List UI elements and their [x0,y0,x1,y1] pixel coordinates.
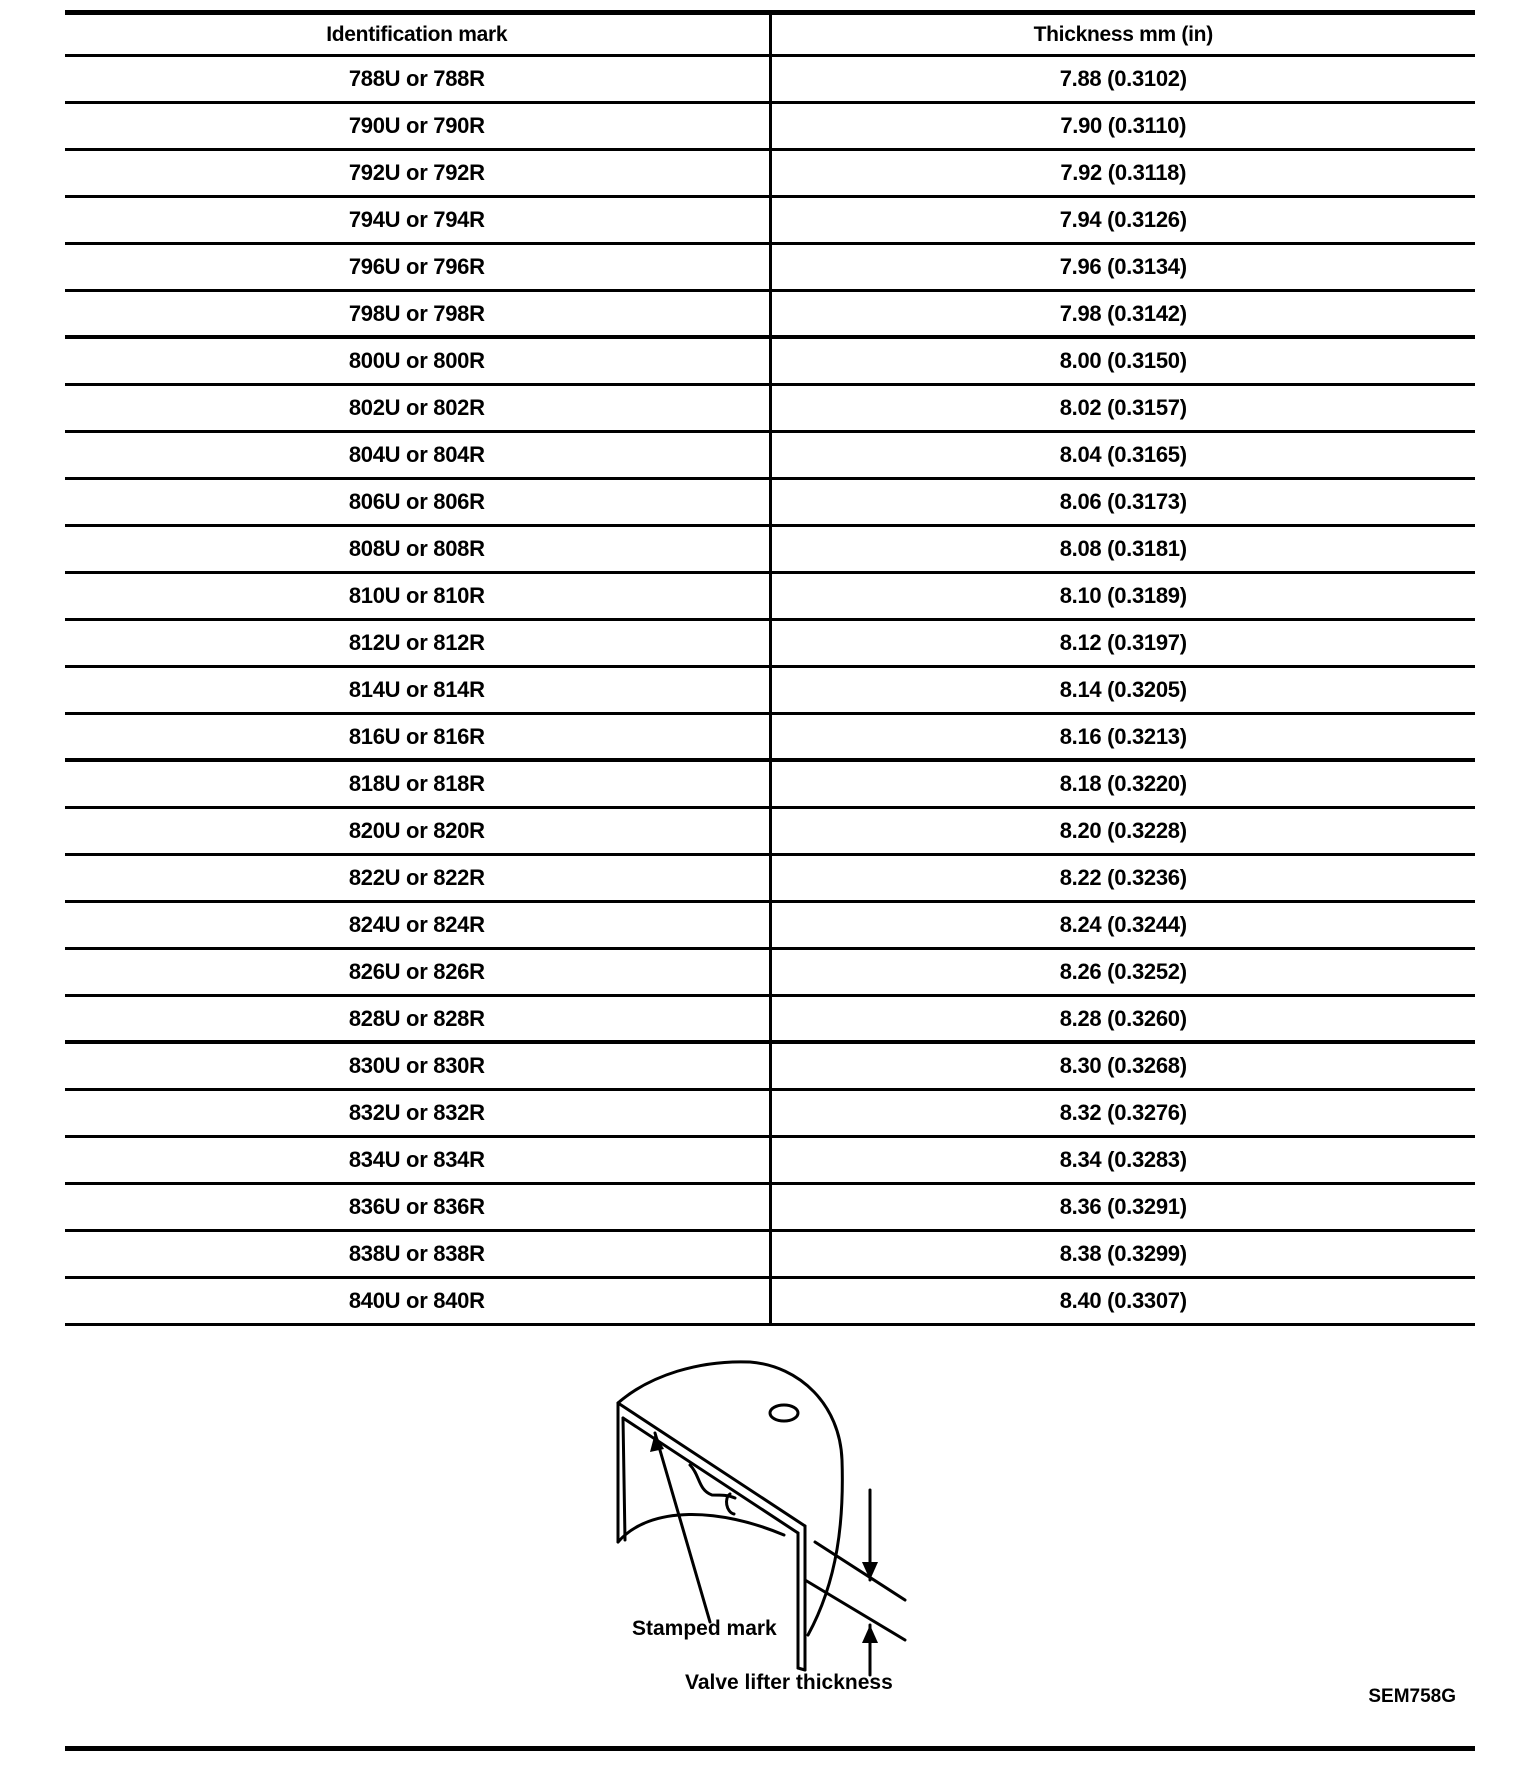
thickness-cell: 8.24 (0.3244) [1059,912,1187,937]
identification-mark-cell: 838U or 838R [65,1232,772,1276]
thickness-cell: 8.36 (0.3291) [1059,1194,1187,1219]
thickness-cell: 8.22 (0.3236) [1059,865,1187,890]
thickness-cell: 8.38 (0.3299) [1059,1241,1187,1266]
identification-mark-cell: 840U or 840R [65,1279,772,1323]
thickness-cell: 8.06 (0.3173) [1059,489,1187,514]
identification-mark-cell: 818U or 818R [65,762,772,806]
identification-mark-cell: 830U or 830R [65,1044,772,1088]
identification-mark-cell: 804U or 804R [65,433,772,477]
identification-mark-cell: 828U or 828R [65,997,772,1040]
thickness-cell: 8.18 (0.3220) [1059,771,1187,796]
header-identification-mark: Identification mark [65,15,772,54]
identification-mark-cell: 820U or 820R [65,809,772,853]
figure-code: SEM758G [1368,1686,1456,1707]
identification-mark-cell: 798U or 798R [65,292,772,335]
thickness-cell: 8.32 (0.3276) [1059,1100,1187,1125]
identification-mark-cell: 796U or 796R [65,245,772,289]
identification-mark-cell: 832U or 832R [65,1091,772,1135]
valve-lifter-thickness-label: Valve lifter thickness [685,1671,893,1694]
thickness-cell: 8.28 (0.3260) [1059,1005,1187,1031]
thickness-cell: 8.04 (0.3165) [1059,442,1187,467]
thickness-cell: 8.40 (0.3307) [1059,1288,1187,1313]
thickness-cell: 8.30 (0.3268) [1059,1053,1187,1078]
thickness-cell: 7.90 (0.3110) [1060,113,1187,138]
thickness-cell: 8.20 (0.3228) [1059,818,1187,843]
identification-mark-cell: 814U or 814R [65,668,772,712]
identification-mark-cell: 834U or 834R [65,1138,772,1182]
thickness-cell: 8.10 (0.3189) [1059,583,1187,608]
thickness-cell: 8.12 (0.3197) [1059,630,1187,655]
thickness-cell: 8.02 (0.3157) [1059,395,1187,420]
thickness-cell: 8.08 (0.3181) [1059,536,1187,561]
bottom-divider [65,1746,1475,1751]
identification-mark-cell: 800U or 800R [65,339,772,383]
thickness-cell: 7.92 (0.3118) [1060,160,1187,185]
thickness-cell: 7.94 (0.3126) [1059,207,1187,232]
identification-mark-cell: 826U or 826R [65,950,772,994]
identification-mark-cell: 802U or 802R [65,386,772,430]
identification-mark-cell: 816U or 816R [65,715,772,758]
thickness-cell: 8.14 (0.3205) [1059,677,1187,702]
thickness-cell: 8.16 (0.3213) [1059,723,1187,749]
identification-mark-cell: 790U or 790R [65,104,772,148]
identification-mark-cell: 810U or 810R [65,574,772,618]
identification-mark-cell: 822U or 822R [65,856,772,900]
identification-mark-cell: 792U or 792R [65,151,772,195]
identification-mark-cell: 836U or 836R [65,1185,772,1229]
thickness-cell: 7.88 (0.3102) [1059,66,1187,91]
identification-mark-cell: 812U or 812R [65,621,772,665]
thickness-cell: 7.98 (0.3142) [1059,300,1187,326]
header-thickness: Thickness mm (in) [1033,22,1213,46]
identification-mark-cell: 824U or 824R [65,903,772,947]
thickness-cell: 8.00 (0.3150) [1059,348,1187,373]
thickness-cell: 8.34 (0.3283) [1059,1147,1187,1172]
identification-mark-cell: 788U or 788R [65,57,772,101]
thickness-cell: 8.26 (0.3252) [1059,959,1187,984]
identification-mark-cell: 794U or 794R [65,198,772,242]
identification-mark-cell: 806U or 806R [65,480,772,524]
identification-mark-cell: 808U or 808R [65,527,772,571]
thickness-cell: 7.96 (0.3134) [1059,254,1187,279]
stamped-mark-label: Stamped mark [632,1617,777,1640]
